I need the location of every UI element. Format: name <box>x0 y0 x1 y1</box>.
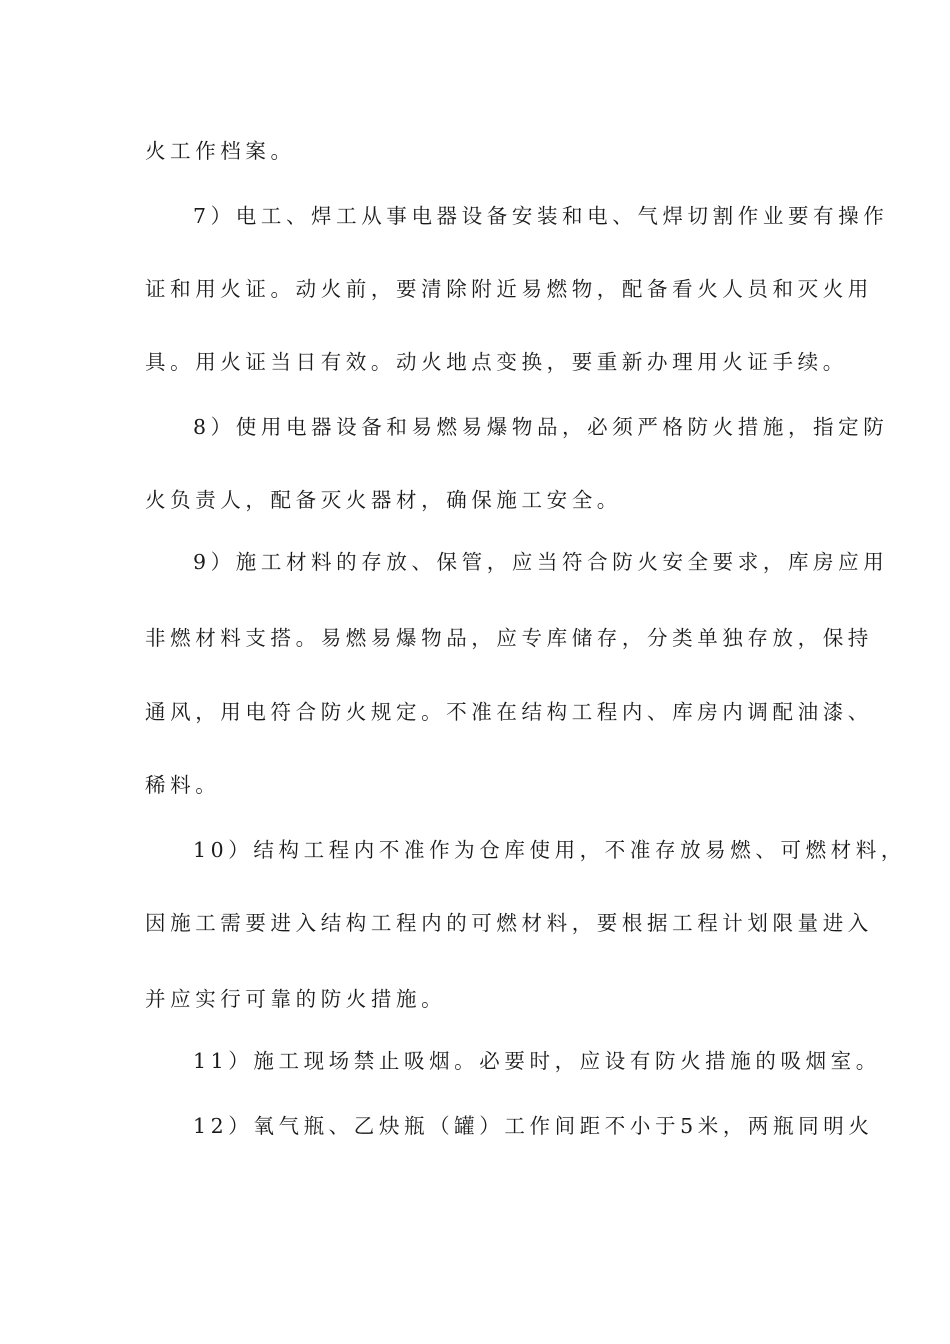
paragraph-11-line-1: 11）施工现场禁止吸烟。必要时，应设有防火措施的吸烟室。 <box>193 1049 881 1073</box>
text-line: 通风，用电符合防火规定。不准在结构工程内、库房内调配油漆、 <box>145 700 873 724</box>
paragraph-9-line-1: 9）施工材料的存放、保管，应当符合防火安全要求，库房应用 <box>193 550 889 574</box>
text-line: 具。用火证当日有效。动火地点变换，要重新办理用火证手续。 <box>145 350 848 374</box>
text-line: 火工作档案。 <box>145 139 296 163</box>
text-line: 因施工需要进入结构工程内的可燃材料，要根据工程计划限量进入 <box>145 911 873 935</box>
text-line: 并应实行可靠的防火措施。 <box>145 987 447 1011</box>
text-line: 火负责人，配备灭火器材，确保施工安全。 <box>145 488 622 512</box>
paragraph-12-line-1: 12）氧气瓶、乙炔瓶（罐）工作间距不小于5米，两瓶同明火 <box>193 1114 874 1138</box>
text-line: 证和用火证。动火前，要清除附近易燃物，配备看火人员和灭火用 <box>145 277 873 301</box>
text-line: 稀料。 <box>145 773 221 797</box>
paragraph-10-line-1: 10）结构工程内不准作为仓库使用，不准存放易燃、可燃材料， <box>193 838 906 862</box>
text-line: 非燃材料支搭。易燃易爆物品，应专库储存，分类单独存放，保持 <box>145 626 873 650</box>
paragraph-8-line-1: 8）使用电器设备和易燃易爆物品，必须严格防火措施，指定防 <box>193 415 889 439</box>
paragraph-7-line-1: 7）电工、焊工从事电器设备安装和电、气焊切割作业要有操作 <box>193 204 889 228</box>
